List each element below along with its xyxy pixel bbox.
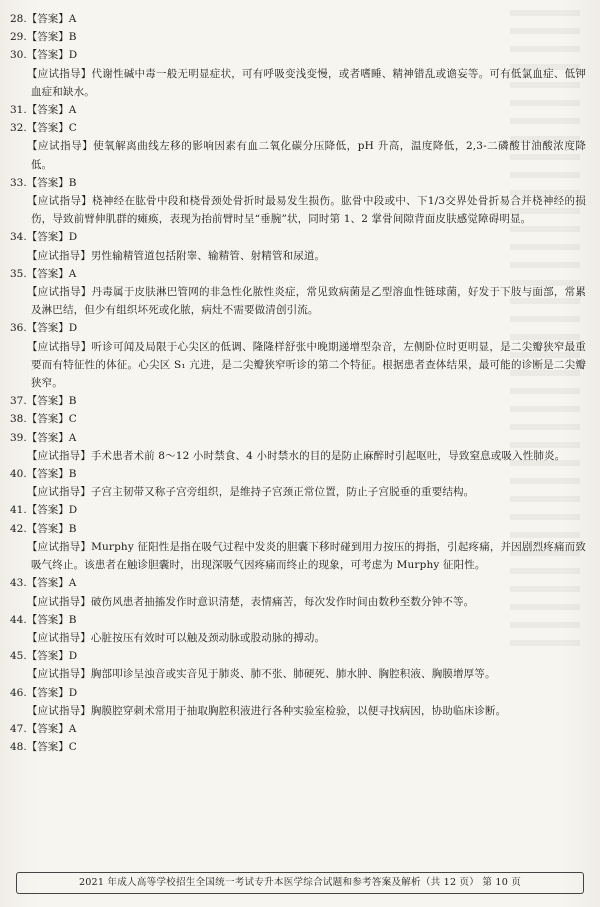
answer-line-39: 39.【答案】A — [10, 431, 77, 444]
answer-line-41: 41.【答案】D — [10, 504, 78, 517]
guide-34: 【应试指导】男性输精管道包括附睾、输精管、射精管和尿道。 — [27, 249, 326, 262]
answer-line-46: 46.【答案】D — [10, 686, 78, 699]
answer-line-48: 48.【答案】C — [10, 741, 77, 754]
guide-33: 【应试指导】桡神经在肱骨中段和桡骨颈处骨折时最易发生损伤。肱骨中段或中、下1/3交界处骨折易合并桡神经的损伤，导致前臂伸肌群的瘫痪，表现为抬前臂时呈“垂腕”状，同时第 1、2 掌骨间隙背面皮肤感觉障碍明显。 — [27, 195, 586, 226]
guide-35: 【应试指导】丹毒属于皮肤淋巴管网的非急性化脓性炎症，常见致病菌是乙型溶血性链球菌，好发于下肢与面部，常累及淋巴结，但少有组织坏死或化脓，病灶不需要做清创引流。 — [27, 286, 586, 317]
answer-line-44: 44.【答案】B — [10, 613, 77, 626]
answer-line-33: 33.【答案】B — [10, 176, 77, 189]
guide-42: 【应试指导】Murphy 征阳性是指在吸气过程中发炎的胆囊下移时碰到用力按压的拇指，引起疼痛，并因剧烈疼痛而致吸气终止。该患者在触诊胆囊时，出现深吸气因疼痛而终止的现象，可考虑为 Murphy 征阳性。 — [27, 540, 586, 572]
guide-36: 【应试指导】听诊可闻及局限于心尖区的低调、隆隆样舒张中晚期递增型杂音，左侧卧位时更明显，是二尖瓣狭窄最重要而有特征性的体征。心尖区 S₁ 亢进，是二尖瓣狭窄听诊的第二个特征。根据患者查体结果，最可能的诊断是二尖瓣狭窄。 — [27, 340, 586, 390]
guide-43: 【应试指导】破伤风患者抽搐发作时意识清楚，表情痛苦，每次发作时间由数秒至数分钟不等。 — [27, 595, 475, 608]
guide-39: 【应试指导】手术患者术前 8～12 小时禁食、4 小时禁水的目的是防止麻醉时引起呕吐，导致窒息或吸入性肺炎。 — [27, 449, 566, 462]
answer-line-38: 38.【答案】C — [10, 413, 77, 426]
answer-line-47: 47.【答案】A — [10, 722, 77, 735]
answer-line-31: 31.【答案】A — [10, 104, 77, 117]
answer-line-28: 28.【答案】A — [10, 13, 77, 25]
answer-line-29: 29.【答案】B — [10, 31, 77, 44]
guide-44: 【应试指导】心脏按压有效时可以触及颈动脉或股动脉的搏动。 — [27, 631, 326, 644]
page-footer: 2021 年成人高等学校招生全国统一考试专升本医学综合试题和参考答案及解析（共 12 页） 第 10 页 — [16, 872, 584, 894]
answer-line-32: 32.【答案】C — [10, 122, 77, 135]
answer-line-43: 43.【答案】A — [10, 577, 77, 590]
answer-line-42: 42.【答案】B — [10, 522, 77, 535]
answer-list — [10, 10, 586, 756]
answer-line-30: 30.【答案】D — [10, 49, 78, 62]
guide-32: 【应试指导】使氧解离曲线左移的影响因素有血二氧化碳分压降低，pH 升高，温度降低，2,3-二磷酸甘油酸浓度降低。 — [27, 140, 586, 171]
answer-line-40: 40.【答案】B — [10, 468, 77, 481]
answer-line-35: 35.【答案】A — [10, 267, 77, 280]
guide-45: 【应试指导】胸部叩诊呈浊音或实音见于肺炎、肺不张、肺硬死、肺水肿、胸腔积液、胸膜增厚等。 — [27, 668, 496, 681]
answer-line-36: 36.【答案】D — [10, 322, 78, 335]
guide-40: 【应试指导】子宫主韧带又称子宫旁组织，是维持子宫颈正常位置，防止子宫脱垂的重要结构。 — [27, 486, 475, 499]
answer-line-37: 37.【答案】B — [10, 395, 77, 408]
guide-46: 【应试指导】胸膜腔穿刺术常用于抽取胸腔积液进行各种实验室检验，以便寻找病因，协助临床诊断。 — [27, 704, 507, 717]
guide-30: 【应试指导】代谢性碱中毒一般无明显症状，可有呼吸变浅变慢，或者嗜睡、精神错乱或谵妄等。可有低氯血症、低钾血症和缺水。 — [27, 67, 586, 98]
answer-line-45: 45.【答案】D — [10, 650, 78, 663]
answer-line-34: 34.【答案】D — [10, 231, 78, 244]
